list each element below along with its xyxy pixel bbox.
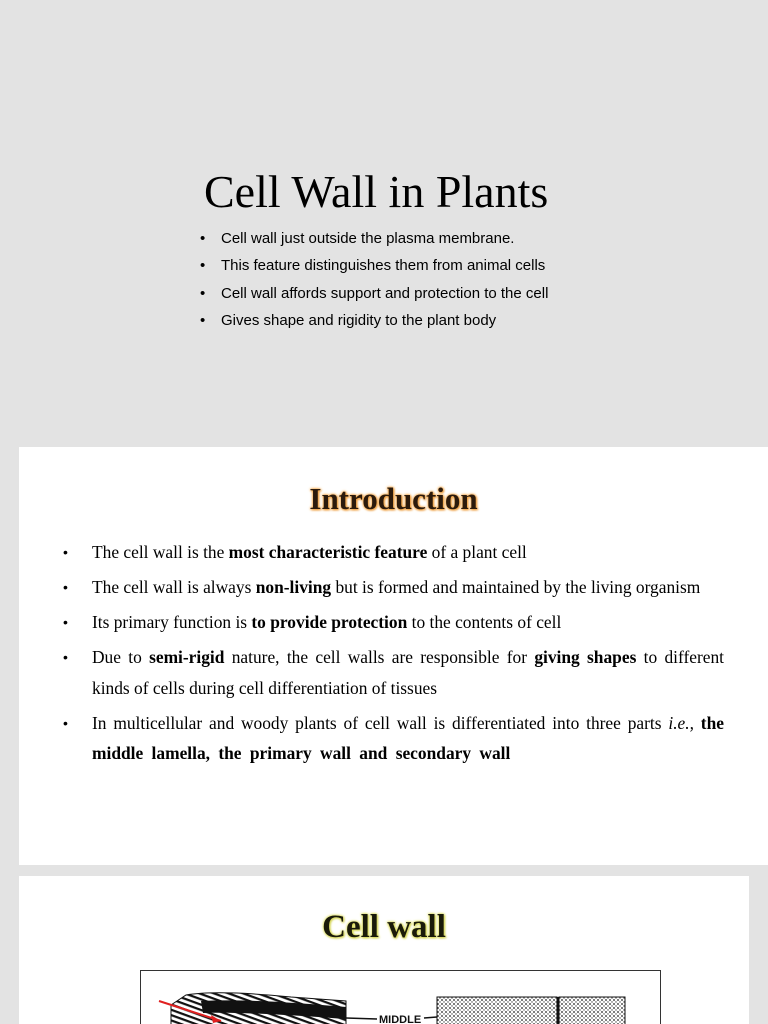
- bullet-text: of a plant cell: [427, 542, 527, 562]
- slide3-title: Cell wall: [322, 909, 446, 945]
- slide-cell-wall-in-plants: [0, 0, 768, 440]
- wall-stipple-region: [437, 997, 557, 1024]
- bullet-text: Its primary function is: [92, 612, 252, 632]
- bullet-text: This feature distinguishes them from animal cells: [221, 257, 546, 275]
- bullet-dot-icon: •: [200, 257, 206, 275]
- bullet-text: The cell wall is the: [92, 542, 229, 562]
- bullet-text: In multicellular and woody plants of cell wall is differentiated into three parts: [92, 712, 669, 733]
- bullet-bold-text: most characteristic feature: [228, 542, 428, 562]
- bullet-dot-icon: •: [63, 579, 68, 595]
- slide1-title: Cell Wall in Plants: [204, 166, 549, 217]
- list-item: [63, 607, 724, 638]
- slide-introduction: [19, 447, 768, 865]
- bullet-space: [694, 713, 701, 733]
- bullet-dot-icon: •: [63, 614, 68, 630]
- diagram-label-middle: MIDDLE: [379, 1014, 422, 1024]
- cell-wall-diagram: [140, 970, 661, 1024]
- label-leader-line: [346, 1018, 377, 1019]
- bullet-text: to the contents of cell: [407, 612, 562, 632]
- bullet-text: Cell wall affords support and protection to the cell: [221, 284, 549, 302]
- list-item: [200, 228, 548, 255]
- list-item: [63, 537, 724, 568]
- bullet-bold-text: semi-rigid: [149, 647, 225, 667]
- bullet-text: Cell wall just outside the plasma membrane.: [221, 230, 515, 247]
- list-item: [200, 310, 548, 337]
- list-item: [63, 642, 724, 703]
- bullet-bold-text: the middle lamella, the primary wall and secondary wall: [92, 712, 724, 763]
- bullet-text: but is formed and maintained by the living organism: [331, 577, 701, 597]
- slide2-bullet-list: [63, 537, 724, 773]
- slide2-title: Introduction: [309, 481, 478, 516]
- bullet-dot-icon: •: [200, 311, 206, 329]
- list-item: [63, 708, 724, 769]
- bullet-dot-icon: •: [200, 230, 206, 247]
- list-item: [63, 572, 724, 603]
- list-item: [200, 255, 548, 282]
- bullet-bold-text: to provide protection: [251, 612, 408, 632]
- bullet-dot-icon: •: [63, 649, 68, 665]
- label-leader-line: [424, 1017, 437, 1018]
- bullet-text: The cell wall is always: [92, 577, 256, 597]
- bullet-dot-icon: •: [63, 544, 68, 560]
- bullet-bold-text: non-living: [255, 577, 332, 597]
- bullet-text: nature, the cell walls are responsible for: [224, 647, 535, 667]
- slide1-bullet-list: [200, 228, 548, 337]
- list-item: [200, 283, 548, 310]
- bullet-text: to different kinds of cells during cell differentiation of tissues: [92, 647, 724, 698]
- bullet-italic-text: i.e.,: [668, 712, 694, 733]
- cell-wall-diagram-graphic: [141, 971, 659, 1024]
- slide-cell-wall: [19, 876, 749, 1024]
- bullet-dot-icon: •: [63, 714, 68, 731]
- bullet-text: Due to: [92, 647, 150, 667]
- bullet-bold-text: giving shapes: [534, 647, 637, 667]
- bullet-dot-icon: •: [200, 284, 206, 302]
- wall-stipple-region: [559, 997, 625, 1024]
- bullet-text: Gives shape and rigidity to the plant body: [221, 311, 497, 329]
